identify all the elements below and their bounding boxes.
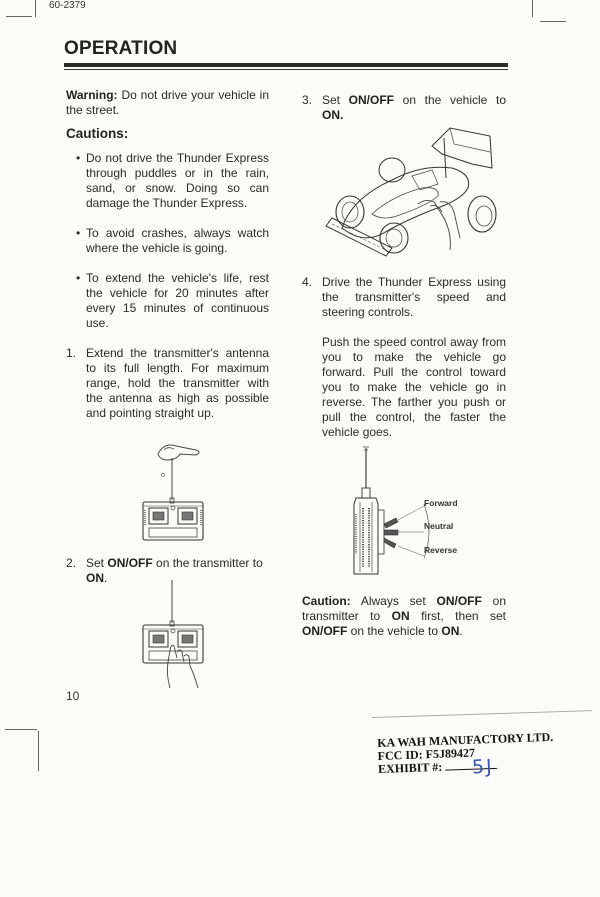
step-3-prefix: Set xyxy=(322,93,349,107)
on-label: ON xyxy=(391,609,410,623)
step-1 xyxy=(66,346,269,421)
caution-text-part: on transmitter to xyxy=(302,594,507,623)
cautions-heading: Cautions: xyxy=(66,126,129,141)
on-off-label: ON/OFF xyxy=(348,93,394,107)
left-column xyxy=(66,88,269,421)
on-off-label: ON/OFF xyxy=(107,556,153,570)
caution-text-part: first, then set xyxy=(409,609,507,623)
on-off-label: ON/OFF xyxy=(436,594,482,608)
step-2-prefix: Set xyxy=(86,556,108,570)
lever-label-forward: Forward xyxy=(424,498,458,508)
caution-text: Do not drive the Thunder Express through puddles or in the rain, sand, or snow. Doing so can damage the Thunder Express. xyxy=(86,151,269,210)
step-2-middle: on the transmitter to xyxy=(152,556,263,570)
lever-label-neutral: Neutral xyxy=(424,521,454,531)
caution-text-part: Always set xyxy=(350,594,437,608)
caution-text: To extend the vehicle's life, rest the vehicle for 20 minutes after every 15 minutes of continuous use. xyxy=(86,271,269,330)
step-4-body xyxy=(302,275,506,440)
transmitter-switch-illustration xyxy=(140,578,230,690)
crop-mark-top-left-h xyxy=(6,16,32,17)
exhibit-label: EXHIBIT #: xyxy=(377,759,443,776)
caution-item xyxy=(72,271,269,331)
bullet-icon: • xyxy=(76,151,81,165)
step-number: 4. xyxy=(302,275,313,289)
caution-text xyxy=(302,594,506,639)
step-4 xyxy=(302,275,506,440)
caution-text: To avoid crashes, always watch where the vehicle is going. xyxy=(86,226,269,255)
caution-item xyxy=(72,151,269,211)
caution-paragraph xyxy=(302,594,506,639)
document-code: 60-2379 xyxy=(49,0,86,11)
caution-text-part: . xyxy=(459,624,463,638)
warning-label: Warning: xyxy=(66,88,118,102)
step-text xyxy=(322,93,506,108)
caution-text-part: on the vehicle to xyxy=(347,624,442,638)
step-detail-text: Push the speed control away from you to make the vehicle go forward. Pull the control toward you to make the vehicle go in reverse. The farther you push or pull the control, the faster the vehicle goes. xyxy=(322,335,506,439)
step-text: Extend the transmitter's antenna to its full length. For maximum range, hold the transmitter with the antenna as high as possible and pointing straight up. xyxy=(86,346,269,420)
crop-mark-top-right-v xyxy=(532,0,533,17)
step-3-middle: on the vehicle to xyxy=(394,93,506,107)
step-number: 3. xyxy=(302,93,313,107)
crop-mark-bottom-left-v xyxy=(38,731,39,771)
warning-paragraph xyxy=(66,88,269,118)
on-label: ON xyxy=(441,624,460,638)
exhibit-handwritten-value: 5J xyxy=(471,755,495,779)
title-rule-thick xyxy=(64,63,508,67)
crop-mark-top-left-v xyxy=(35,0,36,17)
caution-label: Caution: xyxy=(302,594,351,608)
page-number: 10 xyxy=(66,689,80,703)
on-label: ON. xyxy=(322,108,344,122)
bullet-icon: • xyxy=(76,226,81,240)
crop-mark-top-right-h xyxy=(540,21,566,22)
section-title: OPERATION xyxy=(64,38,178,59)
warning-text: Do not drive your vehicle in the street. xyxy=(66,88,269,117)
crop-mark-bottom-left-h xyxy=(5,729,37,730)
step-number: 1. xyxy=(66,346,77,360)
transmitter-antenna-illustration xyxy=(140,440,230,545)
lever-label-reverse: Reverse xyxy=(424,545,458,555)
caution-item xyxy=(72,226,269,256)
vehicle-illustration xyxy=(322,118,502,258)
step-number: 2. xyxy=(66,556,77,570)
speed-control-illustration xyxy=(350,444,460,584)
bullet-icon: • xyxy=(76,271,81,285)
manufacturer-stamp xyxy=(376,729,554,779)
company-name: KA WAH MANUFACTORY LTD. xyxy=(376,729,554,750)
on-label: ON xyxy=(86,571,104,585)
fcc-id: FCC ID: F5J89427 xyxy=(377,745,476,763)
paper-edge-line xyxy=(372,710,592,718)
title-rule-thin xyxy=(64,69,508,70)
step-text: Drive the Thunder Express using the transmitter's speed and steering controls. xyxy=(322,275,506,319)
on-off-label: ON/OFF xyxy=(302,624,348,638)
step-2-suffix: . xyxy=(104,571,108,585)
